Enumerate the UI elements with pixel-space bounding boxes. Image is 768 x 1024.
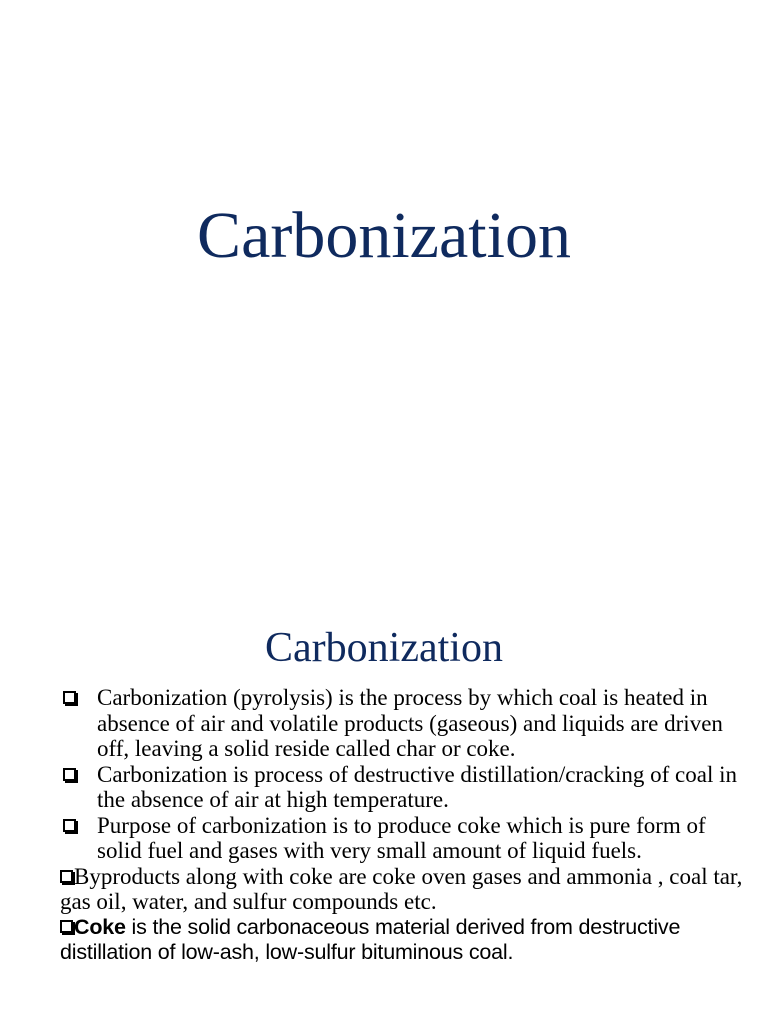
bullet-item: [60, 915, 750, 965]
bullet-list: [60, 685, 750, 965]
bullet-item: [60, 813, 750, 864]
bullet-text: Purpose of carbonization is to produce coke which is pure form of solid fuel and gases with very small amount of liquid fuels.: [97, 812, 706, 863]
checkbox-square-icon: [63, 819, 76, 832]
content-slide: [0, 600, 768, 1024]
slide-heading: Carbonization: [265, 625, 503, 671]
bullet-item: [60, 864, 750, 915]
bullet-text: is the solid carbonaceous material derived from destructive distillation of low-ash, low-sulfur bituminous coal.: [60, 914, 681, 964]
bullet-text: Carbonization (pyrolysis) is the process by which coal is heated in absence of air and volatile products (gaseous) and liquids are driven off, leaving a solid reside called char or coke.: [97, 685, 723, 761]
bullet-item: [60, 762, 750, 813]
bullet-term: Coke: [74, 914, 126, 939]
checkbox-square-icon: [63, 691, 76, 704]
checkbox-square-icon: [60, 870, 73, 883]
checkbox-square-icon: [63, 768, 76, 781]
bullet-item: [60, 685, 750, 762]
checkbox-square-icon: [60, 920, 73, 933]
bullet-text: Carbonization is process of destructive distillation/cracking of coal in the absence of air at high temperature.: [97, 761, 737, 812]
slide-title: Carbonization: [197, 199, 571, 272]
bullet-text: Byproducts along with coke are coke oven gases and ammonia , coal tar, gas oil, water, and sulfur compounds etc.: [60, 863, 743, 914]
